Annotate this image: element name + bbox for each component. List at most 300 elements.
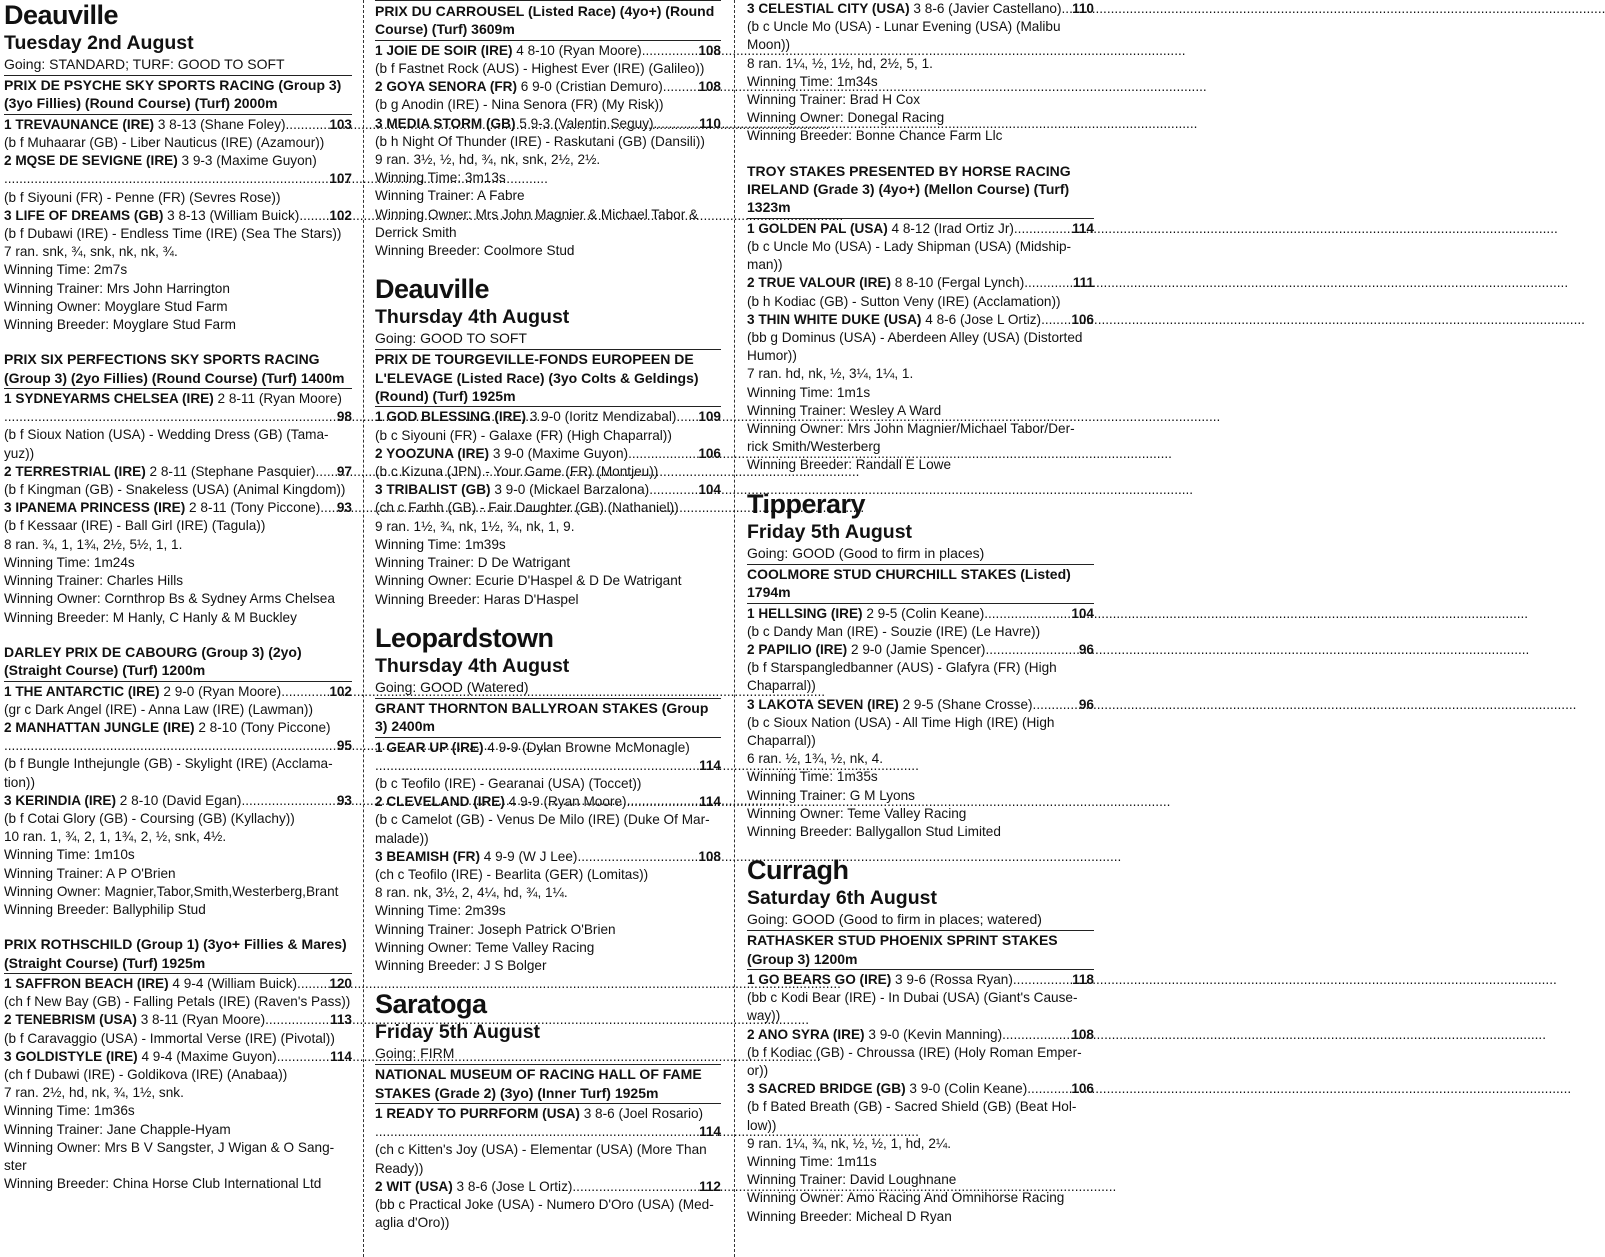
breeding-line: (b f Sioux Nation (USA) - Wedding Dress (GB) (Tama-yuz)) [4, 427, 329, 461]
rating-value: 118 [1072, 971, 1094, 987]
leader-dots [1013, 971, 1072, 989]
rating-row [4, 408, 352, 426]
leader-dots [286, 116, 330, 134]
result-ran: 6 ran. ½, 1¾, ½, nk, 4. [747, 751, 884, 767]
horse-name: 2 ANO SYRA (IRE) [747, 1026, 865, 1042]
result-breeder: Winning Breeder: Haras D'Haspel [375, 591, 579, 607]
going-report: Going: GOOD (Good to firm in places; watered) [747, 910, 1094, 931]
race-result [4, 643, 352, 919]
result-ran: 7 ran. snk, ¾, snk, nk, nk, ¾. [4, 244, 178, 260]
placing-line [4, 116, 352, 134]
breeding-line: (b f Starspangledbanner (AUS) - Glafyra (FR) (High Chaparral)) [747, 660, 1057, 694]
age-weight-jockey: 2 8-10 (Tony Piccone) [194, 719, 331, 735]
breeding-line: (ch f New Bay (GB) - Falling Petals (IRE) (Raven's Pass)) [4, 994, 351, 1010]
race-title: PRIX DE PSYCHE SKY SPORTS RACING (Group 3) (3yo Fillies) (Round Course) (Turf) 2000m [4, 76, 352, 115]
venue-name: Deauville [4, 0, 119, 30]
race-result [4, 76, 352, 334]
result-owner: Winning Owner: Teme Valley Racing [747, 805, 967, 821]
result-time: Winning Time: 1m11s [747, 1153, 877, 1169]
leader-dots [297, 975, 329, 993]
result-owner: Winning Owner: Teme Valley Racing [375, 939, 595, 955]
breeding-line: (b f Kingman (GB) - Snakeless (USA) (Animal Kingdom)) [4, 482, 346, 498]
result-time: Winning Time: 2m39s [375, 903, 506, 919]
age-weight-jockey: 4 9-9 (Dylan Browne McMonagle) [483, 739, 690, 755]
race-result [4, 935, 352, 1193]
result-trainer: Winning Trainer: G M Lyons [747, 787, 915, 803]
breeding-line: (b c Kizuna (JPN) - Your Game (FR) (Montjeu)) [375, 464, 659, 480]
placing-text [375, 115, 654, 133]
rating-value: 97 [336, 463, 352, 479]
leader-dots [628, 445, 698, 463]
breeding-line: (ch c Kitten's Joy (USA) - Elementar (USA) (More Than Ready)) [375, 1142, 707, 1176]
breeding-line: (b c Dandy Man (IRE) - Souzie (IRE) (Le Havre)) [747, 623, 1041, 639]
horse-name: 1 HELLSING (IRE) [747, 605, 863, 621]
result-time: Winning Time: 2m7s [4, 262, 128, 278]
placing-line [4, 719, 352, 755]
placing-text [747, 971, 1013, 989]
placing-text [747, 696, 1033, 714]
result-time: Winning Time: 1m1s [747, 384, 871, 400]
result-ran: 8 ran. 1¼, ½, 1½, hd, 2½, 5, 1. [747, 55, 933, 71]
breeding-line: (b g Anodin (IRE) - Nina Senora (FR) (My Risk)) [375, 97, 664, 113]
age-weight-jockey: 3 9-0 (Kevin Manning) [864, 1026, 1003, 1042]
result-ran: 8 ran. nk, 3½, 2, 4¼, hd, ¾, 1¼. [375, 885, 568, 901]
rating-value: 112 [699, 1178, 721, 1194]
rating-value: 106 [1071, 1081, 1094, 1097]
leader-dots [1024, 274, 1073, 292]
leader-dots [663, 78, 699, 96]
venue-name: Leopardstown [375, 622, 554, 653]
horse-name: 3 THIN WHITE DUKE (USA) [747, 311, 922, 327]
race-result [747, 162, 1094, 475]
placing-line [4, 1011, 352, 1029]
breeding-line: (b f Siyouni (FR) - Penne (FR) (Sevres Rose)) [4, 189, 281, 205]
meeting-date: Thursday 4th August [375, 306, 570, 329]
breeding-line: (ch c Farhh (GB) - Fair Daughter (GB) (Nathaniel)) [375, 500, 679, 516]
rating-value: 111 [1072, 275, 1094, 291]
leader-dots [654, 115, 700, 133]
result-time: Winning Time: 3m13s [375, 170, 506, 186]
race-result [375, 699, 721, 975]
placing-line [4, 975, 352, 993]
placing-line [375, 848, 721, 866]
breeding-line: (b f Kodiac (GB) - Chroussa (IRE) (Holy Roman Emper-or)) [747, 1044, 1082, 1078]
horse-name: 1 TREVAUNANCE (IRE) [4, 116, 155, 132]
column-divider [734, 0, 735, 1257]
age-weight-jockey: 3 8-13 (Shane Foley) [154, 116, 286, 132]
rating-value: 108 [698, 848, 721, 864]
leader-dots [1002, 1026, 1071, 1044]
leader-dots [642, 42, 699, 60]
breeding-line: (b f Muhaarar (GB) - Liber Nauticus (IRE) (Azamour)) [4, 135, 325, 151]
result-owner: Winning Owner: Cornthrop Bs & Sydney Arms Chelsea [4, 591, 335, 607]
placing-line [375, 445, 721, 463]
result-owner: Winning Owner: Donegal Racing [747, 110, 945, 126]
result-breeder: Winning Breeder: M Hanly, C Hanly & M Buckley [4, 609, 297, 625]
age-weight-jockey: 3 8-13 (William Buick) [163, 207, 300, 223]
rating-value: 93 [336, 792, 352, 808]
rating-value: 95 [336, 738, 352, 754]
breeding-line: (b c Uncle Mo (USA) - Lady Shipman (USA) (Midship-man)) [747, 239, 1072, 273]
rating-value: 114 [699, 794, 721, 810]
placing-line [747, 220, 1094, 238]
result-ran: 10 ran. 1, ¾, 2, 1, 1¾, 2, ½, snk, 4½. [4, 829, 227, 845]
result-trainer: Winning Trainer: A Fabre [375, 188, 525, 204]
horse-name: 3 LIFE OF DREAMS (GB) [4, 207, 164, 223]
age-weight-jockey: 2 9-5 (Colin Keane) [862, 605, 985, 621]
rating-value: 114 [330, 1048, 352, 1064]
rating-value: 120 [329, 975, 352, 991]
age-weight-jockey: 4 8-12 (Irad Ortiz Jr) [887, 220, 1014, 236]
going-report: Going: FIRM [375, 1044, 721, 1065]
placing-text [747, 1080, 1027, 1098]
placing-line [747, 1026, 1094, 1044]
leader-dots [299, 207, 329, 225]
rating-value: 114 [1072, 220, 1094, 236]
placing-line [375, 115, 721, 133]
breeding-line: (b c Sioux Nation (USA) - All Time High (IRE) (High Chaparral)) [747, 714, 1055, 748]
horse-name: 1 GOD BLESSING (IRE) [375, 409, 527, 425]
placing-line [4, 463, 352, 481]
race-result [375, 0, 721, 260]
leader-dots [577, 848, 698, 866]
result-ran: 9 ran. 1¼, ¾, nk, ½, ½, 1, hd, 2¼. [747, 1135, 952, 1151]
result-trainer: Winning Trainer: Mrs John Harrington [4, 280, 230, 296]
placing-header [4, 719, 352, 737]
venue-name: Deauville [375, 274, 490, 305]
age-weight-jockey: 3 9-0 (Maxime Guyon) [489, 445, 629, 461]
age-weight-jockey: 3 9-0 (Colin Keane) [905, 1081, 1028, 1097]
age-weight-jockey: 2 8-11 (Tony Piccone) [185, 500, 321, 516]
leader-dots [316, 463, 337, 481]
age-weight-jockey: 3 9-0 (Mickael Barzalona) [490, 482, 650, 498]
rating-value: 106 [698, 445, 721, 461]
race-result [375, 350, 721, 608]
race-title: PRIX ROTHSCHILD (Group 1) (3yo+ Fillies & Mares) (Straight Course) (Turf) 1925m [4, 935, 352, 974]
result-owner: Winning Owner: Mrs John Magnier & Michael Tabor & Derrick Smith [375, 206, 699, 240]
result-breeder: Winning Breeder: Micheal D Ryan [747, 1208, 952, 1224]
result-owner: Winning Owner: Moyglare Stud Farm [4, 298, 228, 314]
result-trainer: Winning Trainer: Wesley A Ward [747, 402, 942, 418]
meeting-section [747, 855, 1094, 1226]
rating-row [4, 170, 352, 188]
leader-dots [320, 499, 337, 517]
meeting-section [747, 489, 1094, 841]
horse-name: 2 TENEBRISM (USA) [4, 1012, 137, 1028]
placing-text [375, 1178, 572, 1196]
age-weight-jockey: 4 9-4 (Maxime Guyon) [137, 1048, 277, 1064]
race-title: RATHASKER STUD PHOENIX SPRINT STAKES (Group 3) 1200m [747, 931, 1094, 970]
rating-value: 110 [699, 115, 721, 131]
leader-dots [1027, 1080, 1071, 1098]
placing-text [747, 311, 1041, 329]
leader-dots [649, 481, 698, 499]
placing-line [375, 78, 721, 96]
rating-value: 96 [1078, 696, 1094, 712]
horse-name: 1 GO BEARS GO (IRE) [747, 971, 892, 987]
result-ran: 7 ran. hd, nk, ½, 3¼, 1¼, 1. [747, 366, 914, 382]
breeding-line: (b f Bated Breath (GB) - Sacred Shield (GB) (Beat Hol-low)) [747, 1099, 1077, 1133]
horse-name: 3 BEAMISH (FR) [375, 848, 480, 864]
rating-value: 106 [1071, 311, 1094, 327]
venue-name: Tipperary [747, 488, 866, 519]
result-breeder: Winning Breeder: J S Bolger [375, 957, 547, 973]
result-trainer: Winning Trainer: Brad H Cox [747, 92, 921, 108]
age-weight-jockey: 2 9-0 (Ryan Moore) [159, 683, 282, 699]
placing-line [747, 0, 1094, 18]
race-result [375, 1065, 721, 1232]
placing-line [4, 152, 352, 188]
age-weight-jockey: 2 8-10 (David Egan) [116, 792, 242, 808]
placing-text [375, 793, 627, 811]
placing-line [4, 1048, 352, 1066]
rating-value: 98 [336, 409, 352, 425]
result-trainer: Winning Trainer: A P O'Brien [4, 865, 176, 881]
breeding-line: (bb c Kodi Bear (IRE) - In Dubai (USA) (Giant's Cause-way)) [747, 990, 1078, 1024]
results-column-3 [747, 0, 1094, 1257]
placing-text [747, 641, 985, 659]
race-title: GRANT THORNTON BALLYROAN STAKES (Group 3) 2400m [375, 699, 721, 738]
going-report: Going: GOOD TO SOFT [375, 329, 721, 350]
result-ran: 9 ran. 3½, ½, hd, ¾, nk, snk, 2½, 2½. [375, 152, 601, 168]
placing-text [4, 792, 241, 810]
horse-name: 2 MANHATTAN JUNGLE (IRE) [4, 719, 195, 735]
placing-line [375, 42, 721, 60]
result-ran: 8 ran. ¾, 1, 1¾, 2½, 5½, 1, 1. [4, 536, 183, 552]
result-trainer: Winning Trainer: David Loughnane [747, 1172, 957, 1188]
result-breeder: Winning Breeder: Ballyphilip Stud [4, 901, 206, 917]
breeding-line: (gr c Dark Angel (IRE) - Anna Law (IRE) (Lawman)) [4, 701, 313, 717]
breeding-line: (ch f Dubawi (IRE) - Goldikova (IRE) (Anabaa)) [4, 1066, 288, 1082]
rating-value: 108 [698, 79, 721, 95]
placing-line [747, 605, 1094, 623]
rating-value: 104 [1071, 605, 1094, 621]
breeding-line: (b f Bungle Inthejungle (GB) - Skylight (IRE) (Acclama-tion)) [4, 756, 333, 790]
result-breeder: Winning Breeder: Moyglare Stud Farm [4, 317, 236, 333]
placing-line [375, 481, 721, 499]
result-owner: Winning Owner: Amo Racing And Omnihorse Racing [747, 1190, 1065, 1206]
age-weight-jockey: 2 9-0 (Jamie Spencer) [847, 641, 986, 657]
breeding-line: (b h Night Of Thunder (IRE) - Raskutani (GB) (Dansili)) [375, 133, 705, 149]
going-report: Going: STANDARD; TURF: GOOD TO SOFT [4, 55, 352, 76]
rating-value: 104 [698, 482, 721, 498]
meeting-section [4, 0, 352, 1193]
placing-text [747, 220, 1014, 238]
placing-line [747, 641, 1094, 659]
result-time: Winning Time: 1m34s [747, 73, 878, 89]
meeting-section [375, 0, 721, 260]
age-weight-jockey: 3 8-11 (Ryan Moore) [136, 1012, 266, 1028]
age-weight-jockey: 4 9-4 (William Buick) [168, 975, 298, 991]
placing-line [4, 207, 352, 225]
race-title: COOLMORE STUD CHURCHILL STAKES (Listed) 1794m [747, 565, 1094, 604]
rating-value: 102 [329, 683, 352, 699]
age-weight-jockey: 3 8-6 (Javier Castellano) [909, 1, 1062, 16]
horse-name: 3 CELESTIAL CITY (USA) [747, 1, 910, 16]
leader-dots [627, 793, 700, 811]
placing-text [4, 975, 297, 993]
leader-dots [1033, 696, 1079, 714]
result-time: Winning Time: 1m10s [4, 847, 135, 863]
horse-name: 1 JOIE DE SOIR (IRE) [375, 42, 513, 58]
breeding-line: (ch c Teofilo (IRE) - Bearlita (GER) (Lomitas)) [375, 866, 649, 882]
age-weight-jockey: 4 8-6 (Jose L Ortiz) [921, 311, 1042, 327]
horse-name: 3 TRIBALIST (GB) [375, 482, 491, 498]
race-result [4, 350, 352, 626]
placing-line [747, 1080, 1094, 1098]
rating-value: 96 [1078, 641, 1094, 657]
meeting-date: Friday 5th August [375, 1021, 541, 1044]
column-divider [363, 0, 364, 1257]
rating-value: 103 [329, 116, 352, 132]
placing-text [375, 848, 577, 866]
age-weight-jockey: 2 9-5 (Shane Crosse) [898, 696, 1033, 712]
result-trainer: Winning Trainer: Jane Chapple-Hyam [4, 1121, 231, 1137]
race-title: PRIX DE TOURGEVILLE-FONDS EUROPEEN DE L'ELEVAGE (Listed Race) (3yo Colts & Geldings) (Round) (Turf) 1925m [375, 350, 721, 407]
result-breeder: Winning Breeder: Bonne Chance Farm Llc [747, 128, 1003, 144]
race-result [747, 0, 1094, 146]
horse-name: 1 READY TO PURRFORM (USA) [375, 1105, 580, 1121]
age-weight-jockey: 2 8-11 (Stephane Pasquier) [145, 463, 316, 479]
placing-line [747, 274, 1094, 292]
leader-dots [4, 408, 337, 426]
rating-value: 114 [699, 1124, 721, 1140]
placing-line [375, 1105, 721, 1141]
age-weight-jockey: 2 8-11 (Ryan Moore) [213, 391, 342, 407]
placing-line [375, 739, 721, 775]
result-owner: Winning Owner: Magnier,Tabor,Smith,Westerberg,Brant [4, 883, 339, 899]
placing-text [747, 274, 1024, 292]
horse-name: 3 IPANEMA PRINCESS (IRE) [4, 500, 186, 516]
placing-line [375, 408, 721, 426]
result-time: Winning Time: 1m39s [375, 536, 506, 552]
result-breeder: Winning Breeder: Randall E Lowe [747, 457, 952, 473]
placing-text [747, 1026, 1002, 1044]
leader-dots [1041, 311, 1071, 329]
placing-text [747, 0, 1062, 18]
meeting-date: Saturday 6th August [747, 887, 937, 910]
leader-dots [984, 605, 1071, 623]
placing-line [747, 311, 1094, 329]
placing-header [4, 390, 352, 408]
horse-name: 2 GOYA SENORA (FR) [375, 79, 517, 95]
leader-dots [281, 683, 329, 701]
result-ran: 7 ran. 2½, hd, nk, ¾, 1½, snk. [4, 1085, 184, 1101]
rating-value: 109 [698, 409, 721, 425]
age-weight-jockey: 3 8-6 (Jose L Ortiz) [452, 1178, 573, 1194]
horse-name: 3 SACRED BRIDGE (GB) [747, 1081, 906, 1097]
horse-name: 2 TERRESTRIAL (IRE) [4, 463, 146, 479]
meeting-date: Thursday 4th August [375, 654, 570, 677]
leader-dots [1014, 220, 1072, 238]
breeding-line: (b c Camelot (GB) - Venus De Milo (IRE) (Duke Of Mar-malade)) [375, 812, 710, 846]
meeting-date: Tuesday 2nd August [4, 32, 194, 54]
race-title: TROY STAKES PRESENTED BY HORSE RACING IRELAND (Grade 3) (4yo+) (Mellon Course) (Turf) 1323m [747, 162, 1094, 219]
rating-value: 107 [329, 171, 352, 187]
placing-text [4, 499, 320, 517]
meeting-section [375, 623, 721, 975]
meeting-section [747, 0, 1094, 475]
horse-name: 1 SAFFRON BEACH (IRE) [4, 975, 169, 991]
placing-header [375, 1105, 721, 1123]
race-result [747, 565, 1094, 841]
rating-value: 102 [329, 207, 352, 223]
horse-name: 2 WIT (USA) [375, 1178, 453, 1194]
result-time: Winning Time: 1m36s [4, 1103, 135, 1119]
placing-text [747, 605, 984, 623]
horse-name: 1 GEAR UP (IRE) [375, 739, 484, 755]
horse-name: 3 LAKOTA SEVEN (IRE) [747, 696, 899, 712]
result-owner: Winning Owner: Ecurie D'Haspel & D De Watrigant [375, 573, 682, 589]
meeting-section [375, 274, 721, 608]
horse-name: 2 YOOZUNA (IRE) [375, 445, 490, 461]
rating-value: 93 [336, 500, 352, 516]
venue-name: Curragh [747, 855, 849, 886]
result-breeder: Winning Breeder: China Horse Club International Ltd [4, 1176, 322, 1192]
breeding-line: (b h Kodiac (GB) - Sutton Veny (IRE) (Acclamation)) [747, 293, 1061, 309]
rating-row [375, 757, 721, 775]
leader-dots [375, 757, 699, 775]
leader-dots [4, 170, 329, 188]
race-title: PRIX DU CARROUSEL (Listed Race) (4yo+) (Round Course) (Turf) 3609m [375, 0, 721, 41]
leader-dots [572, 1178, 699, 1196]
placing-line [375, 793, 721, 811]
age-weight-jockey: 3 8-6 (Joel Rosario) [579, 1105, 704, 1121]
rating-row [375, 1123, 721, 1141]
horse-name: 3 MEDIA STORM (GB) [375, 115, 516, 131]
placing-header [4, 152, 352, 170]
age-weight-jockey: 4 9-9 (Ryan Moore) [504, 794, 627, 810]
age-weight-jockey: 6 9-0 (Cristian Demuro) [517, 79, 663, 95]
horse-name: 2 MQSE DE SEVIGNE (IRE) [4, 153, 178, 169]
horse-name: 1 GOLDEN PAL (USA) [747, 220, 888, 236]
leader-dots [4, 737, 337, 755]
result-owner: Winning Owner: Mrs John Magnier/Michael Tabor/Der-rick Smith/Westerberg [747, 421, 1075, 455]
breeding-line: (b c Uncle Mo (USA) - Lunar Evening (USA) (Malibu Moon)) [747, 19, 1061, 53]
placing-line [375, 1178, 721, 1196]
age-weight-jockey: 3 9-3 (Maxime Guyon) [177, 153, 317, 169]
result-trainer: Winning Trainer: Charles Hills [4, 573, 184, 589]
placing-text [4, 683, 281, 701]
meeting-section [375, 989, 721, 1232]
placing-text [4, 463, 316, 481]
rating-row [4, 737, 352, 755]
placing-header [375, 739, 721, 757]
age-weight-jockey: 5 9-3 (Valentin Seguy) [515, 115, 654, 131]
placing-text [375, 481, 649, 499]
placing-line [4, 390, 352, 426]
leader-dots [265, 1011, 330, 1029]
horse-name: 3 GOLDISTYLE (IRE) [4, 1048, 138, 1064]
leader-dots [277, 1048, 330, 1066]
breeding-line: (b f Kessaar (IRE) - Ball Girl (IRE) (Tagula)) [4, 518, 266, 534]
breeding-line: (b f Cotai Glory (GB) - Coursing (GB) (Kyllachy)) [4, 810, 295, 826]
placing-line [747, 696, 1094, 714]
age-weight-jockey: 4 9-9 (W J Lee) [479, 848, 578, 864]
placing-line [4, 499, 352, 517]
rating-value: 110 [1072, 1, 1094, 16]
horse-name: 1 THE ANTARCTIC (IRE) [4, 683, 160, 699]
result-time: Winning Time: 1m24s [4, 554, 135, 570]
result-ran: 9 ran. 1½, ¾, nk, 1½, ¾, nk, 1, 9. [375, 518, 575, 534]
placing-text [4, 116, 286, 134]
age-weight-jockey: 4 8-10 (Ryan Moore) [512, 42, 642, 58]
result-trainer: Winning Trainer: D De Watrigant [375, 555, 571, 571]
leader-dots [985, 641, 1078, 659]
race-title: DARLEY PRIX DE CABOURG (Group 3) (2yo) (Straight Course) (Turf) 1200m [4, 643, 352, 682]
results-column-1 [4, 0, 352, 1257]
placing-text [375, 42, 642, 60]
